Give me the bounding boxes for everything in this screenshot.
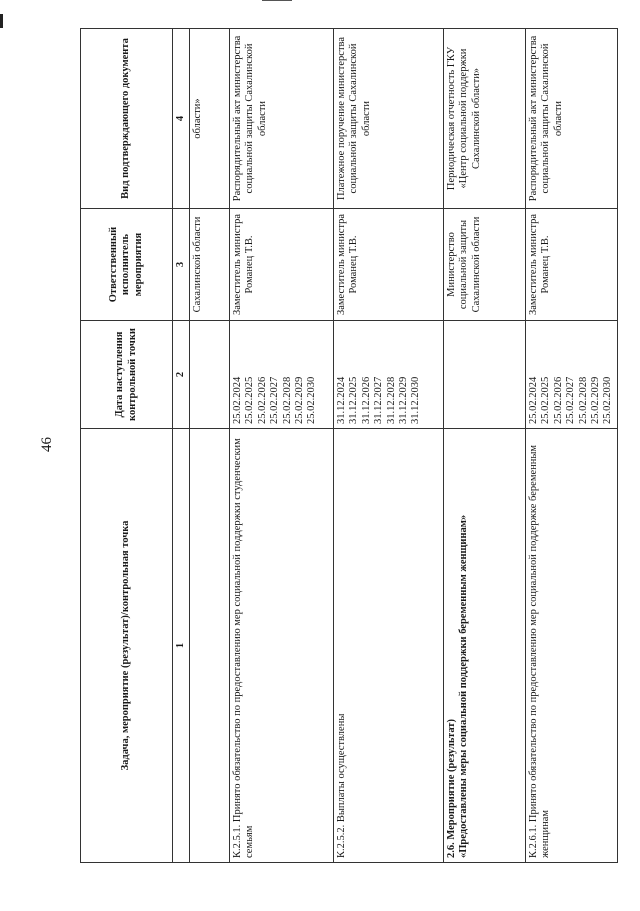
task-cell xyxy=(190,429,230,863)
date-value: 31.12.2025 xyxy=(348,376,360,424)
date-value: 25.02.2027 xyxy=(269,376,281,424)
document-cell: Распорядительный акт министерства социальной защиты Сахалинской области xyxy=(526,29,618,209)
table-row xyxy=(526,29,618,863)
date-value: 25.02.2026 xyxy=(552,376,564,424)
date-value: 31.12.2024 xyxy=(336,376,347,424)
date-value: 25.02.2030 xyxy=(602,376,614,424)
table-row xyxy=(334,29,444,863)
document-cell: Платежное поручение министерства социальной защиты Сахалинской области xyxy=(334,29,444,209)
page-number: 46 xyxy=(39,437,55,452)
header-date: Дата наступления контрольной точки xyxy=(81,321,173,429)
date-value: 25.02.2024 xyxy=(232,376,243,424)
column-number: 4 xyxy=(173,29,190,209)
executor-cell: Заместитель министра Романец Т.В. xyxy=(230,209,334,321)
task-cell: К.2.5.2. Выплаты осуществлены xyxy=(334,429,444,863)
date-value: 25.02.2028 xyxy=(281,376,293,424)
task-cell xyxy=(444,429,526,863)
date-value: 31.12.2029 xyxy=(397,376,409,424)
header-executor: Ответственный исполнитель мероприятия xyxy=(81,209,173,321)
date-cell xyxy=(526,321,618,429)
date-cell xyxy=(190,321,230,429)
header-task: Задача, мероприятие (результат)/контрольная точка xyxy=(81,429,173,863)
scan-artifact xyxy=(0,14,3,28)
date-value: 31.12.2027 xyxy=(373,376,385,424)
date-value: 25.02.2026 xyxy=(256,376,268,424)
table-row xyxy=(190,29,230,863)
date-value: 31.12.2026 xyxy=(360,376,372,424)
date-cell xyxy=(230,321,334,429)
document-cell: Периодическая отчетность ГКУ «Центр социальной поддержки Сахалинской области» xyxy=(444,29,526,209)
event-subtitle: «Предоставлены меры социальной поддержки беременным женщинам» xyxy=(458,514,470,858)
date-value: 31.12.2028 xyxy=(385,376,397,424)
control-points-table xyxy=(80,28,618,863)
task-cell: К.2.6.1. Принято обязательство по предоставлению мер социальной поддержке беременным женщинам xyxy=(526,429,618,863)
column-number: 2 xyxy=(173,321,190,429)
date-value: 25.02.2029 xyxy=(293,376,305,424)
rotated-page xyxy=(80,29,614,863)
executor-cell: Министерство социальной защиты Сахалинской области xyxy=(444,209,526,321)
date-value: 31.12.2030 xyxy=(410,376,422,424)
column-number: 1 xyxy=(173,429,190,863)
date-value: 25.02.2024 xyxy=(528,376,539,424)
scan-artifact xyxy=(262,0,292,1)
executor-cell: Сахалинской области xyxy=(190,209,230,321)
date-value: 25.02.2029 xyxy=(589,376,601,424)
date-value: 25.02.2027 xyxy=(565,376,577,424)
event-title: 2.6. Мероприятие (результат) xyxy=(446,719,457,858)
executor-cell: Заместитель министра Романец Т.В. xyxy=(334,209,444,321)
table-row xyxy=(444,29,526,863)
header-document: Вид подтверждающего документа xyxy=(81,29,173,209)
document-cell: области» xyxy=(190,29,230,209)
date-value: 25.02.2030 xyxy=(306,376,318,424)
date-cell xyxy=(334,321,444,429)
document-cell: Распорядительный акт министерства социальной защиты Сахалинской области xyxy=(230,29,334,209)
task-cell: К.2.5.1. Принято обязательство по предоставлению мер социальной поддержки студенческим семьям xyxy=(230,429,334,863)
table-row xyxy=(230,29,334,863)
column-number: 3 xyxy=(173,209,190,321)
date-value: 25.02.2025 xyxy=(540,376,552,424)
date-value: 25.02.2025 xyxy=(244,376,256,424)
executor-cell: Заместитель министра Романец Т.В. xyxy=(526,209,618,321)
date-cell xyxy=(444,321,526,429)
date-value: 25.02.2028 xyxy=(577,376,589,424)
